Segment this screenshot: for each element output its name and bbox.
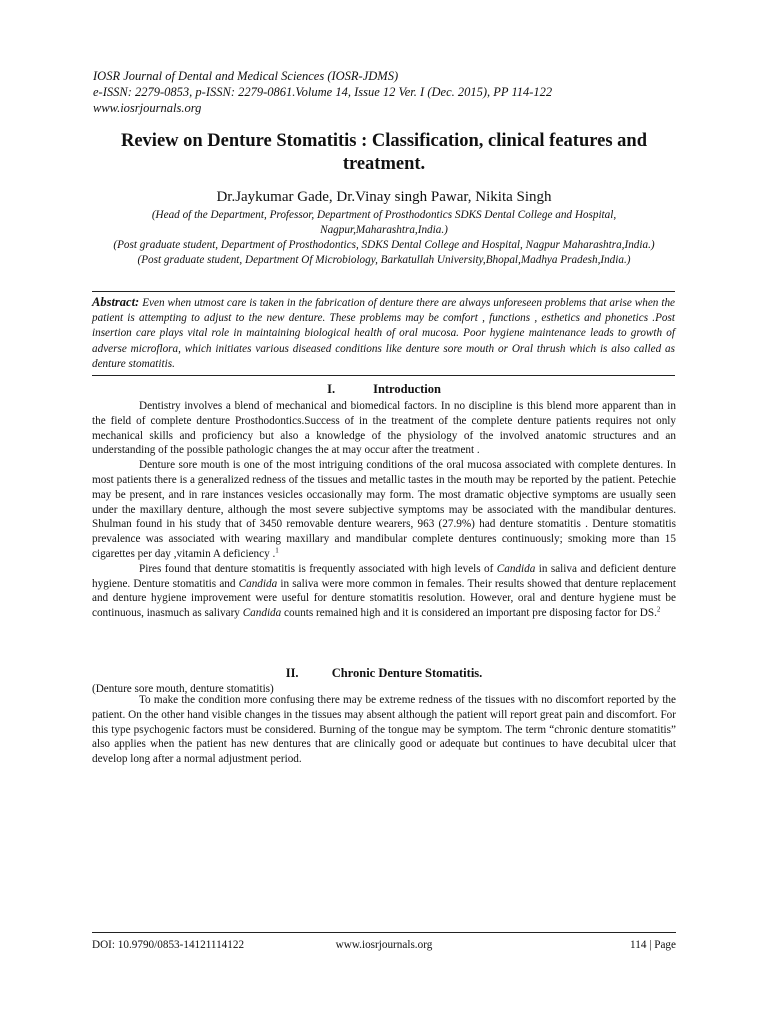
section-heading-chronic-denture-stomatitis (92, 666, 676, 681)
section-subtitle: (Denture sore mouth, denture stomatitis) (92, 683, 274, 695)
footer-doi: DOI: 10.9790/0853-14121114122 (92, 939, 245, 951)
paragraph-text: Denture sore mouth is one of the most intriguing conditions of the oral mucosa associated with complete dentures. In most patients there is a generalized redness of the tissues and metallic tastes in the mouth may be reported by the patient. Petechie may be present, and in rare instances vesicles occasionally may form. The most dramatic objective symptoms are usually seen under the maxillary denture, although the most severe subjective symptoms may be associated with the mandibular dentures. Shulman found in his study that of 3450 removable denture wearers, 963 (27.9%) had denture stomatitis . Denture stomatitis prevalence was associated with wearing maxillary and mandibular complete dentures continuously; smoking more than 15 cigarettes per day ,vitamin A deficiency . (92, 459, 676, 560)
journal-name: IOSR Journal of Dental and Medical Sciences (IOSR-JDMS) (93, 69, 399, 83)
affiliations (92, 208, 676, 268)
footer-website: www.iosrjournals.org (335, 939, 433, 951)
term-candida: Candida (238, 577, 278, 590)
section-number: I. (327, 382, 336, 396)
paper-title: Review on Denture Stomatitis : Classification, clinical features and treatment. (120, 131, 647, 174)
chronic-stomatitis-body (92, 693, 676, 767)
affiliation-3: (Post graduate student, Department Of Microbiology, Barkatullah University,Bhopal,Madhya Pradesh,India.) (137, 254, 631, 266)
abstract-text: Even when utmost care is taken in the fabrication of denture there are always unforeseen problems that arise when the patient is attempting to adjust to the new denture. These problems may be comfort , functions , esthetics and phonetics .Post insertion care plays vital role in maintaining biological health of oral mucosa. Poor hygiene maintenance leads to growth of adverse microflora, which initiates various diseased conditions like denture sore mouth or Oral thrush which is also called as denture stomatitis. (92, 297, 676, 370)
paragraph-text: Pires found that denture stomatitis is frequently associated with high levels of (139, 562, 497, 575)
section-title: Introduction (373, 382, 441, 396)
citation-ref: 2 (656, 605, 661, 614)
section-number: II. (285, 666, 299, 680)
term-candida: Candida (496, 562, 536, 575)
introduction-body (92, 399, 676, 621)
journal-website: www.iosrjournals.org (93, 101, 202, 115)
footer-page-number: 114 | Page (630, 939, 676, 951)
authors: Dr.Jaykumar Gade, Dr.Vinay singh Pawar, Nikita Singh (216, 189, 552, 205)
paragraph (92, 458, 676, 562)
journal-issn: e-ISSN: 2279-0853, p-ISSN: 2279-0861.Volume 14, Issue 12 Ver. I (Dec. 2015), PP 114-122 (93, 85, 553, 99)
journal-header (93, 68, 552, 116)
paragraph: Dentistry involves a blend of mechanical and biomedical factors. In no discipline is this blend more apparent than in the field of complete denture Prosthodontics.Success of in the treatment of the complete denture patients requires not only mechanical skills and proficiency but also a knowledge of the physiology of the involved anatomic structures and an understanding of the possible pathologic changes the at may occur after the treatment . (92, 400, 676, 457)
affiliation-2: (Post graduate student, Department of Prosthodontics, SDKS Dental College and Hospital, Nagpur Maharashtra,India.) (113, 239, 655, 251)
affiliation-1: (Head of the Department, Professor, Department of Prosthodontics SDKS Dental College and Hospital, Nagpur,Maharashtra,India.) (151, 209, 617, 236)
paragraph (92, 562, 676, 621)
abstract (92, 291, 675, 376)
abstract-label: Abstract: (92, 295, 140, 309)
section-heading-introduction (92, 382, 676, 397)
paragraph-text: in saliva and deficient denture hygiene. Denture stomatitis and (92, 562, 676, 590)
paragraph-text: in saliva were more common in females. Their results showed that denture replacement and denture hygiene improvement were useful for denture stomatitis resolution. However, oral and denture hygiene must be continuous, inasmuch as salivary (92, 577, 676, 620)
footer-divider (92, 932, 676, 933)
section-title: Chronic Denture Stomatitis. (331, 666, 483, 680)
citation-ref: 1 (275, 546, 279, 555)
paragraph: To make the condition more confusing there may be extreme redness of the tissues with no discomfort reported by the patient. On the other hand visible changes in the tissues may absent although the patient will report great pain and discomfort. For this type psychogenic factors must be considered. Burning of the tongue may be symptom. The term “chronic denture stomatitis” also applies when the patient has new dentures that are clinically good or adequate but continues to have decubital ulcer that develop long after a normal adjustment period. (92, 694, 676, 766)
term-candida: Candida (242, 607, 282, 620)
paragraph-text: counts remained high and it is considered an important pre disposing factor for DS. (281, 607, 657, 620)
